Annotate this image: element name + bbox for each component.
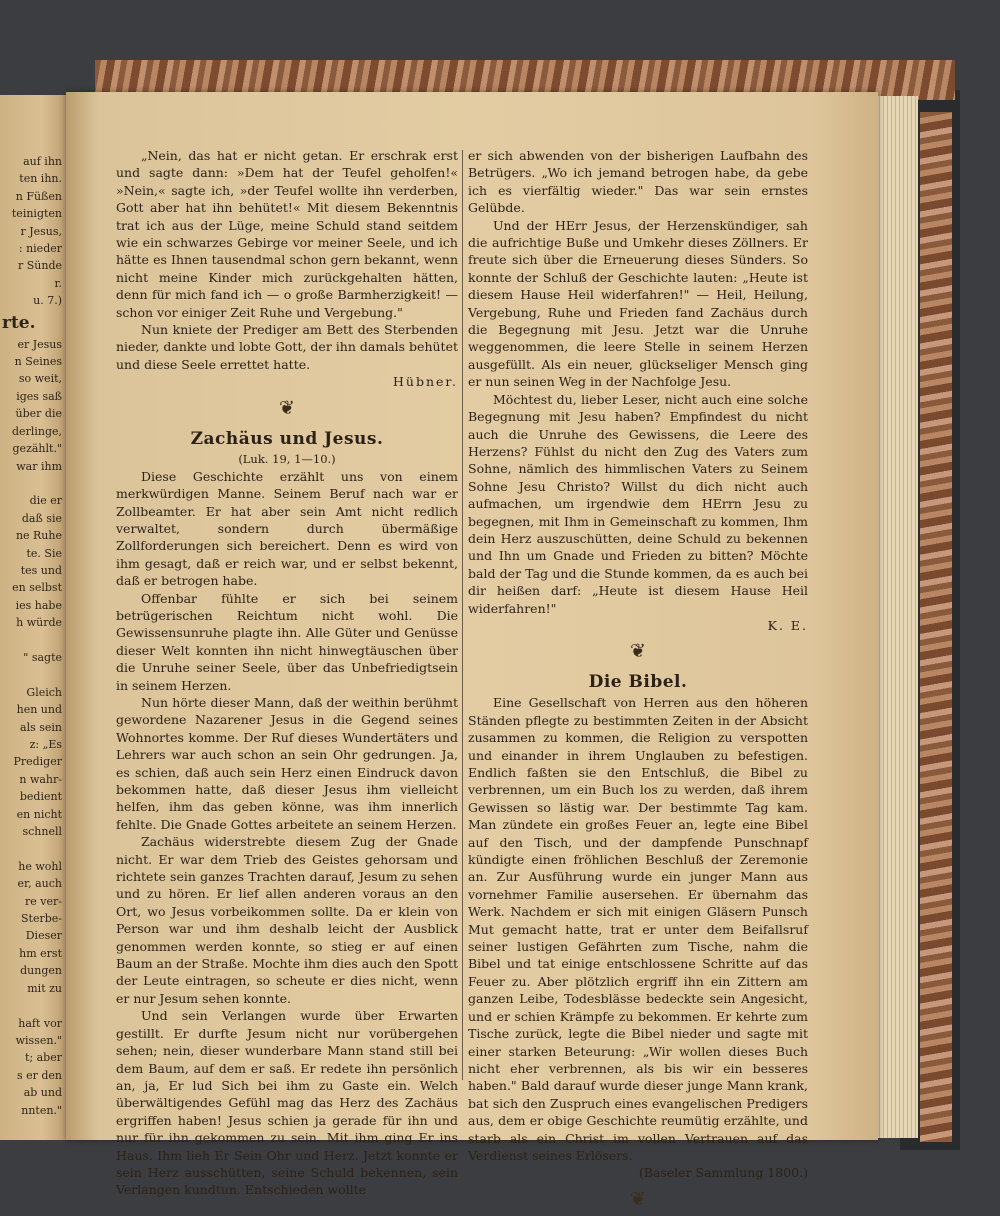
left-fragment-line: " sagte — [23, 650, 62, 664]
intro-signature-line — [116, 373, 458, 390]
left-fragment-line: iges saß — [16, 389, 62, 403]
article-paragraph: Und der HErr Jesus, der Herzenskündiger, sah die aufrichtige Buße und Umkehr dieses Zöllners. Er freute sich über die Erneuerung dieses Sünders. So konnte der Schluß der Geschichte lauten: „Heute ist diesem Hause Heil widerfahren!" — Heil, Heilung, Vergebung, Ruhe und Frieden fand Zachäus durch die Begegnung mit Jesu. Jetzt war die Unruhe weggenommen, die leere Stelle in seinem Herzen ausgefüllt. Als ein neuer, glückseliger Mensch ging er nun seinen Weg in der Nachfolge Jesu. — [468, 217, 808, 390]
left-fragment-line: ten ihn. — [19, 172, 62, 186]
article-paragraph: Offenbar fühlte er sich bei seinem betrügerischen Reichtum nicht wohl. Die Gewissensunruhe plagte ihn. Alle Güter und Genüsse dieser Welt konnten ihn nicht hinwegtäuschen über die Unruhe seiner Seele, über das Unbefriedigtsein in seinem Herzen. — [116, 590, 458, 693]
left-fragment-line: r Jesus, — [20, 224, 62, 238]
article-paragraph: Möchtest du, lieber Leser, nicht auch eine solche Begegnung mit Jesu haben? Empfindest du nicht auch die Unruhe des Gewissens, die Leere des Herzens? Fühlst du nicht den Zug des Vaters zum Sohne, nämlich des himmlischen Vaters zu Seinem Sohne Jesu Christo? Willst du dich nicht auch aufmachen, um irgendwie dem HErrn Jesu zu begegnen, mit Ihm in Gemeinschaft zu kommen, Ihm dein Herz auszuschütten, deine Schuld zu bekennen und Ihn um Gnade und Frieden zu bitten? Möchte bald der Tag und die Stunde kommen, da es auch bei dir heißen darf: „Heute ist diesem Hause Heil widerfahren!" — [468, 391, 808, 616]
article-paragraph: Eine Gesellschaft von Herren aus den höheren Ständen pflegte zu bestimmten Zeiten in der Absicht zusammen zu kommen, die Religion zu verspotten und einander in ihrem Unglauben zu befestigen. Endlich faßten sie den Entschluß, die Bibel zu verbrennen, um ein Buch los zu werden, daß ihrem Gewissen so lästig war. Der bestimmte Tag kam. Man zündete ein großes Feuer an, legte eine Bibel auf den Tisch, und der dampfende Punschnapf kündigte einen fröhlichen Beschluß der Zeremonie an. Zur Ausführung wurde ein junger Mann aus vornehmer Familie ausersehen. Er übernahm das Werk. Nachdem er sich mit einigen Gläsern Punsch Mut gemacht hatte, trat er unter dem Beifallsruf seiner lustigen Gefährten zum Tische, nahm die Bibel und tat einige entschlossene Schritte auf das Feuer zu. Aber plötzlich ergriff ihn ein Zittern am ganzen Leibe, Todesblässe bedeckte sein Angesicht, und er schien Krämpfe zu bekommen. Er kehrte zum Tische zurück, legte die Bibel nieder und sagte mit einer starken Beteurung: „Wir wollen dieses Buch nicht eher verbrennen, als bis wir ein besseres haben." Bald darauf wurde dieser junge Mann krank, bat sich den Zuspruch eines evangelischen Predigers aus, dem er obige Geschichte reumütig erzählte, und starb als ein Christ im vollen Vertrauen auf das Verdienst seines Erlösers. — [468, 695, 808, 1163]
right-page — [66, 92, 878, 1210]
article-heading-bibel: Die Bibel. — [588, 672, 688, 693]
left-fragment-line: re ver- — [25, 894, 62, 908]
left-column — [116, 147, 458, 1199]
left-fragment-line: r. — [54, 276, 62, 290]
left-page-text — [2, 153, 62, 1119]
left-fragment-line — [2, 997, 62, 1014]
left-fragment-line: er Jesus — [17, 337, 62, 351]
left-fragment-line: gezählt." — [12, 442, 62, 456]
left-fragment-line — [2, 666, 62, 683]
right-column — [468, 147, 808, 1216]
article-heading-zachaeus: Zachäus und Jesus. — [190, 428, 384, 449]
left-fragment-line: r Sünde — [17, 259, 62, 273]
left-fragment-line: ab und — [23, 1086, 62, 1100]
left-fragment-line: n Füßen — [15, 189, 62, 203]
left-fragment-line: nnten." — [21, 1103, 62, 1117]
book-cover-marbled-board — [920, 112, 952, 1142]
left-fragment-line: mit zu — [27, 981, 62, 995]
left-fragment-line: : nieder — [18, 242, 62, 256]
intro-paragraph-1: „Nein, das hat er nicht getan. Er erschrak erst und sagte dann: »Dem hat der Teufel geholfen!« »Nein,« sagte ich, »der Teufel wollte ihn verderben, Gott aber hat ihn behütet!« Mit diesem Bekenntnis trat ich aus der Lüge, meine Schuld stand seitdem wie ein schwarzes Gebirge vor meiner Seele, und ich hätte es Ihnen tausendmal schon gern bekannt, wenn nicht meine Kinder mich zurückgehalten hätten, denn für mich fand ich — o große Barmherzigkeit! — schon vor einiger Zeit Ruhe und Vergebung." — [116, 148, 458, 320]
left-fragment-line — [2, 475, 62, 492]
left-fragment-line: hen und — [16, 703, 62, 717]
end-ornament-icon: ❦ — [630, 1187, 646, 1210]
left-fragment-line: daß sie — [21, 511, 62, 525]
article-signature-line — [468, 617, 808, 634]
left-fragment-line: Sterbe- — [21, 912, 62, 926]
left-fragment-line: z: „Es — [29, 738, 62, 751]
intro-paragraph-2: Nun kniete der Prediger am Bett des Sterbenden nieder, dankte und lobte Gott, der ihn damals behütet und diese Seele errettet hatte. — [116, 322, 458, 372]
left-fragment-line: schnell — [22, 825, 62, 839]
bible-reference: (Luk. 19, 1—10.) — [238, 451, 336, 466]
left-fragment-line: ne Ruhe — [15, 529, 62, 543]
left-fragment-line: so weit, — [18, 372, 62, 386]
left-fragment-line: u. 7.) — [33, 294, 62, 308]
article-paragraph: Diese Geschichte erzählt uns von einem merkwürdigen Manne. Seinem Beruf nach war er Zollbeamter. Er hat aber sein Amt nicht redlich verwaltet, sondern durch übermäßige Zollforderungen sich bereichert. Denn es wird von ihm gesagt, daß er reich war, und er selbst bekennt, daß er betrogen habe. — [116, 468, 458, 589]
left-fragment-heading: rte. — [2, 312, 36, 333]
left-fragment-line: hm erst — [19, 946, 62, 960]
left-fragment-line: tes und — [20, 563, 62, 577]
ornament-icon: ❦ — [630, 640, 646, 663]
article-paragraph: Nun hörte dieser Mann, daß der weithin berühmt gewordene Nazarener Jesus in die Gegend seines Wohnortes komme. Der Ruf dieses Wundertäters und Lehrers war auch schon an sein Ohr gedrungen. Ja, es schien, daß auch sein Herz einen Eindruck davon bekommen hatte, daß dieser Jesus ihm vielleicht helfen, ihm das geben könne, was ihm innerlich fehlte. Die Gnade Gottes arbeitete an seinem Herzen. — [116, 694, 458, 832]
left-fragment-line: derlinge, — [12, 424, 62, 438]
left-fragment-line: Dieser — [25, 929, 62, 943]
left-fragment-line: dungen — [20, 964, 62, 978]
article-paragraph: Und sein Verlangen wurde über Erwarten gestillt. Er durfte Jesum nicht nur vorübergehen sehen; nein, dieser wunderbare Mann stand still bei dem Baum, auf dem er saß. Er redete ihn persönlich an, ja, Er lud Sich bei ihm zu Gaste ein. Welch überwältigendes Gefühl mag das Herz des Zachäus ergriffen haben! Jesus schien ja gerade für ihn und nur für ihn gekommen zu sein. Mit ihm ging Er ins Haus. Ihm lieh Er Sein Ohr und Herz. Jetzt konnte er sein Herz ausschütten, seine Schuld bekennen, sein Verlangen kundtun. Entschieden wollte — [116, 1008, 458, 1198]
left-fragment-line: teinigten — [11, 207, 62, 221]
left-page-fragment — [0, 95, 70, 1140]
left-fragment-line — [2, 632, 62, 649]
left-fragment-line: war ihm — [16, 459, 62, 473]
left-fragment-line: als sein — [20, 720, 62, 734]
left-fragment-line: er, auch — [17, 877, 62, 891]
article-signature: K. E. — [767, 617, 808, 633]
left-fragment-line — [2, 840, 62, 857]
left-fragment-line: Gleich — [26, 685, 62, 699]
left-fragment-line: en nicht — [16, 807, 62, 821]
left-fragment-line: Prediger — [13, 755, 62, 769]
intro-signature: Hübner. — [393, 374, 458, 390]
left-fragment-line: te. Sie — [26, 546, 62, 560]
left-fragment-line: wissen." — [15, 1033, 62, 1047]
ornament-icon: ❦ — [279, 396, 295, 419]
continuation-paragraph: er sich abwenden von der bisherigen Laufbahn des Betrügers. „Wo ich jemand betrogen habe, da gebe ich es vierfältig wieder." Das war sein ernstes Gelübde. — [468, 148, 808, 216]
left-fragment-line: über die — [15, 407, 62, 421]
left-fragment-line: ies habe — [15, 598, 62, 612]
left-fragment-line: haft vor — [18, 1016, 62, 1030]
left-fragment-line: n Seines — [14, 355, 62, 369]
left-fragment-line: s er den — [16, 1068, 62, 1082]
left-fragment-line: n wahr- — [19, 772, 62, 786]
article-paragraph: Zachäus widerstrebte diesem Zug der Gnade nicht. Er war dem Trieb des Geistes gehorsam und richtete sein ganzes Trachten darauf, Jesum zu sehen und zu hören. Er lief allen anderen voraus an den Ort, wo Jesus vorbeikommen sollte. Da er klein von Person war und ihm deshalb leicht der Ausblick genommen werden konnte, so stieg er auf einen Baum an der Straße. Mochte ihm dies auch den Spott der Leute eintragen, so scheute er dies nicht, wenn er nur Jesum sehen konnte. — [116, 834, 458, 1006]
left-fragment-line: auf ihn — [23, 155, 62, 168]
left-fragment-line: h würde — [16, 616, 62, 630]
left-fragment-line: en selbst — [12, 581, 62, 595]
left-fragment-line: t; aber — [25, 1051, 62, 1065]
left-fragment-line: die er — [29, 494, 62, 508]
source-citation: (Baseler Sammlung 1800.) — [638, 1165, 808, 1181]
left-fragment-line: he wohl — [18, 859, 62, 873]
source-line — [468, 1164, 808, 1181]
page-edges — [872, 96, 918, 1138]
left-fragment-line: bedient — [19, 790, 62, 804]
column-divider — [462, 150, 463, 1080]
